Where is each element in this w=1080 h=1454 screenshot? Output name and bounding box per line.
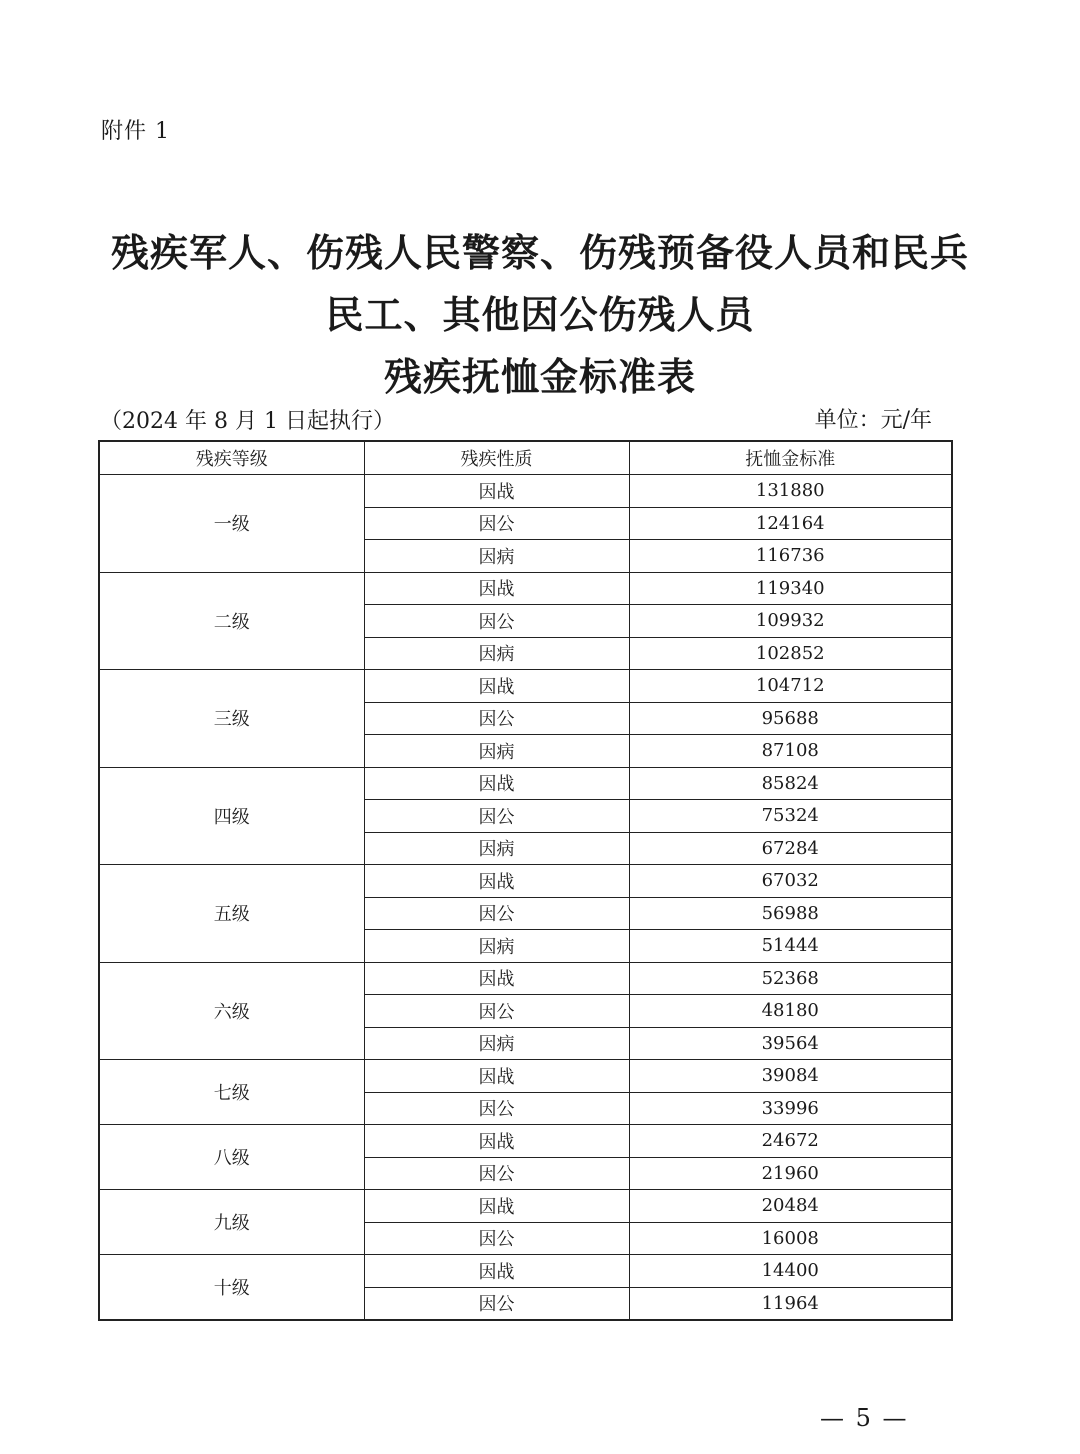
grade-cell: 八级 — [99, 1125, 364, 1190]
nature-cell: 因病 — [364, 735, 629, 768]
table-row — [99, 962, 952, 995]
compensation-table — [98, 440, 953, 1321]
table-row — [99, 670, 952, 703]
amount-cell: 16008 — [629, 1222, 952, 1255]
amount-cell: 116736 — [629, 540, 952, 573]
grade-cell: 七级 — [99, 1060, 364, 1125]
nature-cell: 因病 — [364, 1027, 629, 1060]
nature-cell: 因公 — [364, 1092, 629, 1125]
effective-date: （2024 年 8 月 1 日起执行） — [100, 409, 395, 434]
nature-cell: 因公 — [364, 702, 629, 735]
table-row — [99, 1255, 952, 1288]
nature-cell: 因战 — [364, 767, 629, 800]
amount-cell: 102852 — [629, 637, 952, 670]
nature-cell: 因公 — [364, 897, 629, 930]
nature-cell: 因战 — [364, 865, 629, 898]
amount-cell: 51444 — [629, 930, 952, 963]
document-title — [0, 222, 1080, 408]
header-amount: 抚恤金标准 — [629, 441, 952, 475]
amount-cell: 14400 — [629, 1255, 952, 1288]
amount-cell: 20484 — [629, 1190, 952, 1223]
grade-cell: 四级 — [99, 767, 364, 865]
amount-cell: 39564 — [629, 1027, 952, 1060]
nature-cell: 因公 — [364, 1222, 629, 1255]
amount-cell: 24672 — [629, 1125, 952, 1158]
nature-cell: 因战 — [364, 1190, 629, 1223]
nature-cell: 因战 — [364, 572, 629, 605]
amount-cell: 104712 — [629, 670, 952, 703]
grade-cell: 三级 — [99, 670, 364, 768]
amount-cell: 67284 — [629, 832, 952, 865]
grade-cell: 六级 — [99, 962, 364, 1060]
nature-cell: 因病 — [364, 637, 629, 670]
table-body — [99, 475, 952, 1321]
title-line-3: 残疾抚恤金标准表 — [383, 355, 696, 399]
amount-cell: 85824 — [629, 767, 952, 800]
nature-cell: 因病 — [364, 930, 629, 963]
table-row — [99, 1125, 952, 1158]
amount-cell: 131880 — [629, 475, 952, 508]
amount-cell: 56988 — [629, 897, 952, 930]
nature-cell: 因公 — [364, 507, 629, 540]
attachment-label: 附件 1 — [101, 119, 170, 144]
amount-cell: 87108 — [629, 735, 952, 768]
page-number: — 5 — — [820, 1404, 909, 1432]
table-row — [99, 1060, 952, 1093]
nature-cell: 因公 — [364, 800, 629, 833]
grade-cell: 十级 — [99, 1255, 364, 1321]
nature-cell: 因战 — [364, 1255, 629, 1288]
table-header-row — [99, 441, 952, 475]
table-row — [99, 1190, 952, 1223]
nature-cell: 因战 — [364, 475, 629, 508]
grade-cell: 一级 — [99, 475, 364, 573]
grade-cell: 二级 — [99, 572, 364, 670]
amount-cell: 95688 — [629, 702, 952, 735]
nature-cell: 因战 — [364, 962, 629, 995]
header-nature: 残疾性质 — [364, 441, 629, 475]
grade-cell: 九级 — [99, 1190, 364, 1255]
nature-cell: 因公 — [364, 1287, 629, 1320]
nature-cell: 因公 — [364, 995, 629, 1028]
nature-cell: 因战 — [364, 1125, 629, 1158]
amount-cell: 52368 — [629, 962, 952, 995]
table-row — [99, 865, 952, 898]
nature-cell: 因公 — [364, 605, 629, 638]
title-line-2: 民工、其他因公伤残人员 — [325, 293, 755, 337]
table-row — [99, 767, 952, 800]
amount-cell: 48180 — [629, 995, 952, 1028]
nature-cell: 因病 — [364, 832, 629, 865]
title-line-1: 残疾军人、伤残人民警察、伤残预备役人员和民兵 — [110, 231, 969, 275]
nature-cell: 因战 — [364, 670, 629, 703]
table-row — [99, 572, 952, 605]
amount-cell: 33996 — [629, 1092, 952, 1125]
nature-cell: 因战 — [364, 1060, 629, 1093]
amount-cell: 124164 — [629, 507, 952, 540]
amount-cell: 75324 — [629, 800, 952, 833]
header-grade: 残疾等级 — [99, 441, 364, 475]
amount-cell: 67032 — [629, 865, 952, 898]
amount-cell: 119340 — [629, 572, 952, 605]
amount-cell: 21960 — [629, 1157, 952, 1190]
unit-label: 单位：元/年 — [814, 408, 932, 433]
amount-cell: 39084 — [629, 1060, 952, 1093]
nature-cell: 因公 — [364, 1157, 629, 1190]
grade-cell: 五级 — [99, 865, 364, 963]
amount-cell: 109932 — [629, 605, 952, 638]
amount-cell: 11964 — [629, 1287, 952, 1320]
nature-cell: 因病 — [364, 540, 629, 573]
table-row — [99, 475, 952, 508]
